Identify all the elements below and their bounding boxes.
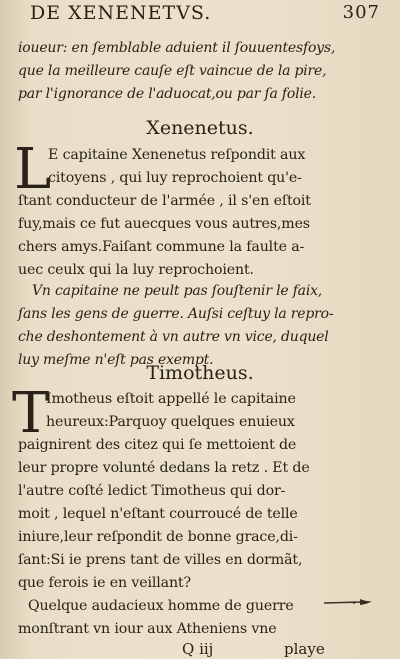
drop-cap-t: T	[12, 381, 50, 446]
text-line: iniure,leur reſpondit de bonne grace,di-	[18, 529, 298, 545]
text-line: Quelque audacieux homme de guerre	[28, 598, 294, 614]
text-line: que ferois ie en veillant?	[18, 575, 191, 591]
text-line: heureux:Parquoy quelques enuieux	[46, 414, 295, 430]
text-line: fuy,mais ce fut auecques vous autres,mes	[18, 216, 310, 232]
text-line: luy meſme n'eſt pas exempt.	[18, 352, 214, 368]
flourish-ornament	[322, 596, 374, 608]
text-line: uec ceulx qui la luy reprochoient.	[18, 262, 254, 278]
text-line: che deshontement à vn autre vn vice, duquel	[18, 329, 329, 345]
text-line: Imotheus eſtoit appellé le capitaine	[46, 391, 296, 407]
text-line: ſtant conducteur de l'armée , il s'en eſtoit	[18, 193, 311, 209]
text-line: Vn capitaine ne peult pas ſouſtenir le faix,	[32, 283, 323, 299]
text-line: paignirent des citez qui ſe mettoient de	[18, 437, 297, 453]
section-heading-xenenetus: Xenenetus.	[146, 117, 254, 139]
catchword: playe	[284, 640, 325, 658]
text-line: ſans les gens de guerre. Auſsi ceſtuy la repro-	[18, 306, 334, 322]
text-line: chers amys.Faiſant commune la faulte a-	[18, 239, 305, 255]
running-title: DE XENENETVS.	[30, 2, 212, 24]
section-heading-timotheus: Timotheus.	[146, 362, 254, 384]
text-line: E capitaine Xenenetus reſpondit aux	[48, 147, 306, 163]
text-line: monſtrant vn iour aux Atheniens vne	[18, 621, 277, 637]
text-line: par l'ignorance de l'aduocat,ou par ſa folie.	[18, 86, 316, 102]
text-line: citoyens , qui luy reprochoient qu'e-	[48, 170, 302, 186]
text-line: ſant:Si ie prens tant de villes en dormãt,	[18, 552, 303, 568]
text-line: leur propre volunté dedans la retz . Et de	[18, 460, 310, 476]
text-line: que la meilleure cauſe eſt vaincue de la pire,	[18, 63, 327, 79]
drop-cap-l: L	[14, 137, 52, 202]
signature-mark: Q iij	[182, 640, 214, 658]
page-number: 307	[342, 2, 380, 23]
text-line: ioueur: en ſemblable aduient il ſouuentesfoys,	[18, 40, 336, 56]
text-line: l'autre coſté ledict Timotheus qui dor-	[18, 483, 286, 499]
text-line: moit , lequel n'eſtant courroucé de telle	[18, 506, 298, 522]
